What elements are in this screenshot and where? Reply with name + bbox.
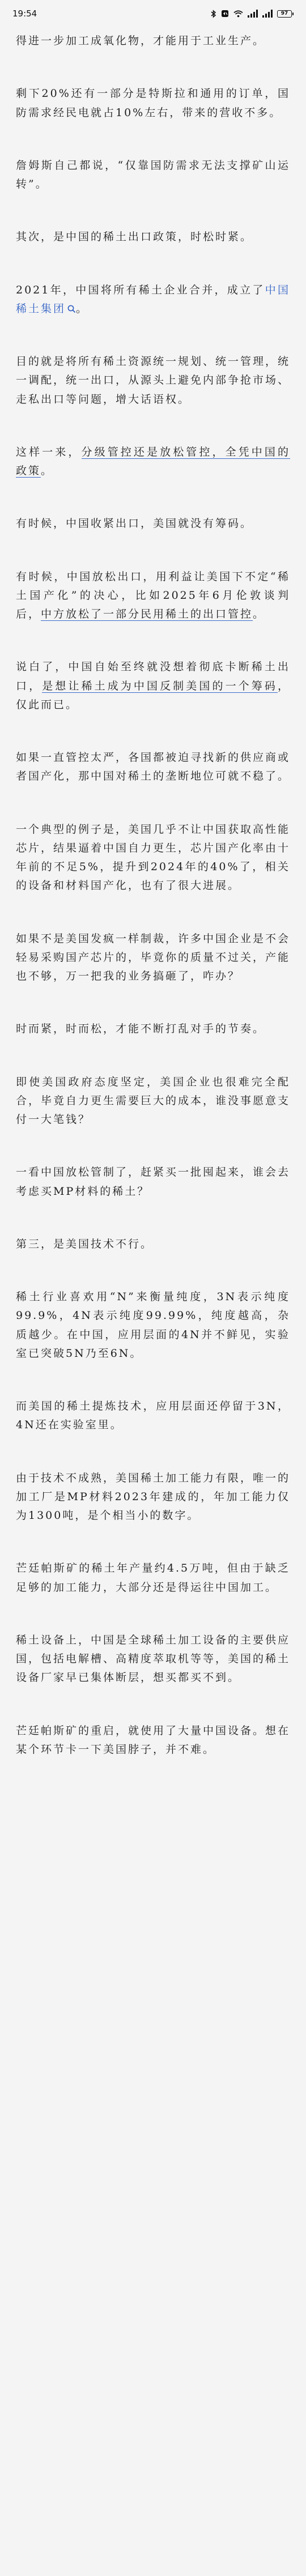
wifi-icon	[233, 10, 243, 18]
search-icon	[67, 305, 76, 313]
highlighted-text: 分级管控还是放松管控，全凭中国的政策	[16, 445, 290, 477]
paragraph-text: 这样一来，	[16, 445, 82, 458]
article-paragraph: 时而紧，时而松，才能不断打乱对手的节奏。	[16, 1023, 266, 1036]
paragraph-text: 。	[41, 465, 54, 477]
status-icons	[211, 10, 294, 18]
article-paragraph: 芒廷帕斯矿的稀土年产量约4.5万吨，但由于缺乏足够的加工能力，大部分还是得运往中国加工。	[16, 1562, 290, 1594]
article-paragraph	[16, 568, 290, 624]
article-paragraph: 稀土行业喜欢用“N”来衡量纯度，3N表示纯度99.9%，4N表示纯度99.99%，纯度越高，杂质越少。在中国，应用层面的4N并不鲜见，实验室已突破5N乃至6N。	[16, 1291, 290, 1360]
article-paragraph: 稀土设备上，中国是全球稀土加工设备的主要供应国，包括电解槽、高精度萃取机等等，美国的稀土设备厂家早已集体断层，想买都买不到。	[16, 1633, 291, 1684]
article-paragraph: 芒廷帕斯矿的重启，就使用了大量中国设备。想在某个环节卡一下美国脖子，并不难。	[16, 1724, 291, 1756]
status-bar	[0, 0, 306, 27]
article-paragraph: 有时候，中国收紧出口，美国就没有筹码。	[16, 517, 253, 530]
battery-icon	[277, 10, 294, 18]
article-paragraph: 第三，是美国技术不行。	[16, 1237, 154, 1250]
article-paragraph: 如果一直管控太严，各国都被迫寻找新的供应商或者国产化，那中国对稀土的垄断地位可就不稳了。	[16, 751, 291, 783]
article-paragraph: 而美国的稀土提炼技术，应用层面还停留于3N，4N还在实验室里。	[16, 1400, 290, 1432]
paragraph-text: 。	[253, 608, 266, 620]
article-body	[0, 32, 306, 1759]
article-paragraph: 如果不是美国发疯一样制裁，许多中国企业是不会轻易采购国产芯片的，毕竟你的质量不过关，产能也不够，万一把我的业务搞砸了，咋办？	[16, 932, 291, 982]
mute-icon	[221, 10, 229, 18]
china-rare-earth-group-link[interactable]: 中国稀土集团	[16, 283, 290, 315]
paragraph-text: ，仅此而已。	[16, 679, 290, 711]
article-paragraph: 一看中国放松管制了，赶紧买一批囤起来，谁会去考虑买MP材料的稀土？	[16, 1166, 291, 1198]
paragraph-text: 说白了，中国自始至终就没想着彻底卡断稀土出口，	[16, 661, 290, 692]
article-paragraph: 即使美国政府态度坚定，美国企业也很难完全配合，毕竟自力更生需要巨大的成本，谁没事愿意支付一大笔钱？	[16, 1075, 291, 1126]
article-paragraph: 由于技术不成熟，美国稀土加工能力有限，唯一的加工厂是MP材料2023年建成的，年加工能力仅为1300吨，是个相当小的数字。	[16, 1471, 291, 1522]
article-paragraph: 其次，是中国的稀土出口政策，时松时紧。	[16, 231, 253, 244]
article-paragraph: 目的就是将所有稀土资源统一规划、统一管理，统一调配，统一出口，从源头上避免内部争抢市场、走私出口等问题，增大话语权。	[16, 355, 291, 406]
paragraph-text: 。	[76, 302, 89, 315]
article-paragraph: 詹姆斯自己都说，“仅靠国防需求无法支撑矿山运转”。	[16, 159, 290, 190]
article-paragraph: 剩下20%还有一部分是特斯拉和通用的订单，国防需求经民电就占10%左右，带来的营收不多。	[16, 87, 290, 119]
highlighted-text: 是想让稀土成为中国反制美国的一个筹码	[42, 679, 278, 692]
paragraph-text: 有时候，中国放松出口，用利益让美国下不定“稀土国产化”的决心，比如2025年6月伦敦谈判后，	[16, 570, 290, 620]
highlighted-text: 中方放松了一部分民用稀土的出口管控	[41, 608, 253, 620]
paragraph-text: 2021年，中国将所有稀土企业合并，成立了	[16, 283, 265, 296]
bluetooth-icon	[211, 10, 216, 18]
article-paragraph	[16, 443, 290, 481]
article-paragraph	[16, 658, 290, 714]
status-time: 19:54	[12, 8, 37, 19]
signal-icon	[262, 10, 273, 18]
article-paragraph: 一个典型的例子是，美国几乎不让中国获取高性能芯片，结果逼着中国自力更生，芯片国产化率由十年前的不足5%，提升到2024年的40%了，相关的设备和材料国产化，也有了很大进展。	[16, 823, 291, 892]
article-paragraph: 得进一步加工成氧化物，才能用于工业生产。	[16, 35, 266, 47]
signal-icon	[248, 10, 258, 18]
battery-level: 97	[277, 10, 292, 18]
article-paragraph	[16, 281, 290, 319]
